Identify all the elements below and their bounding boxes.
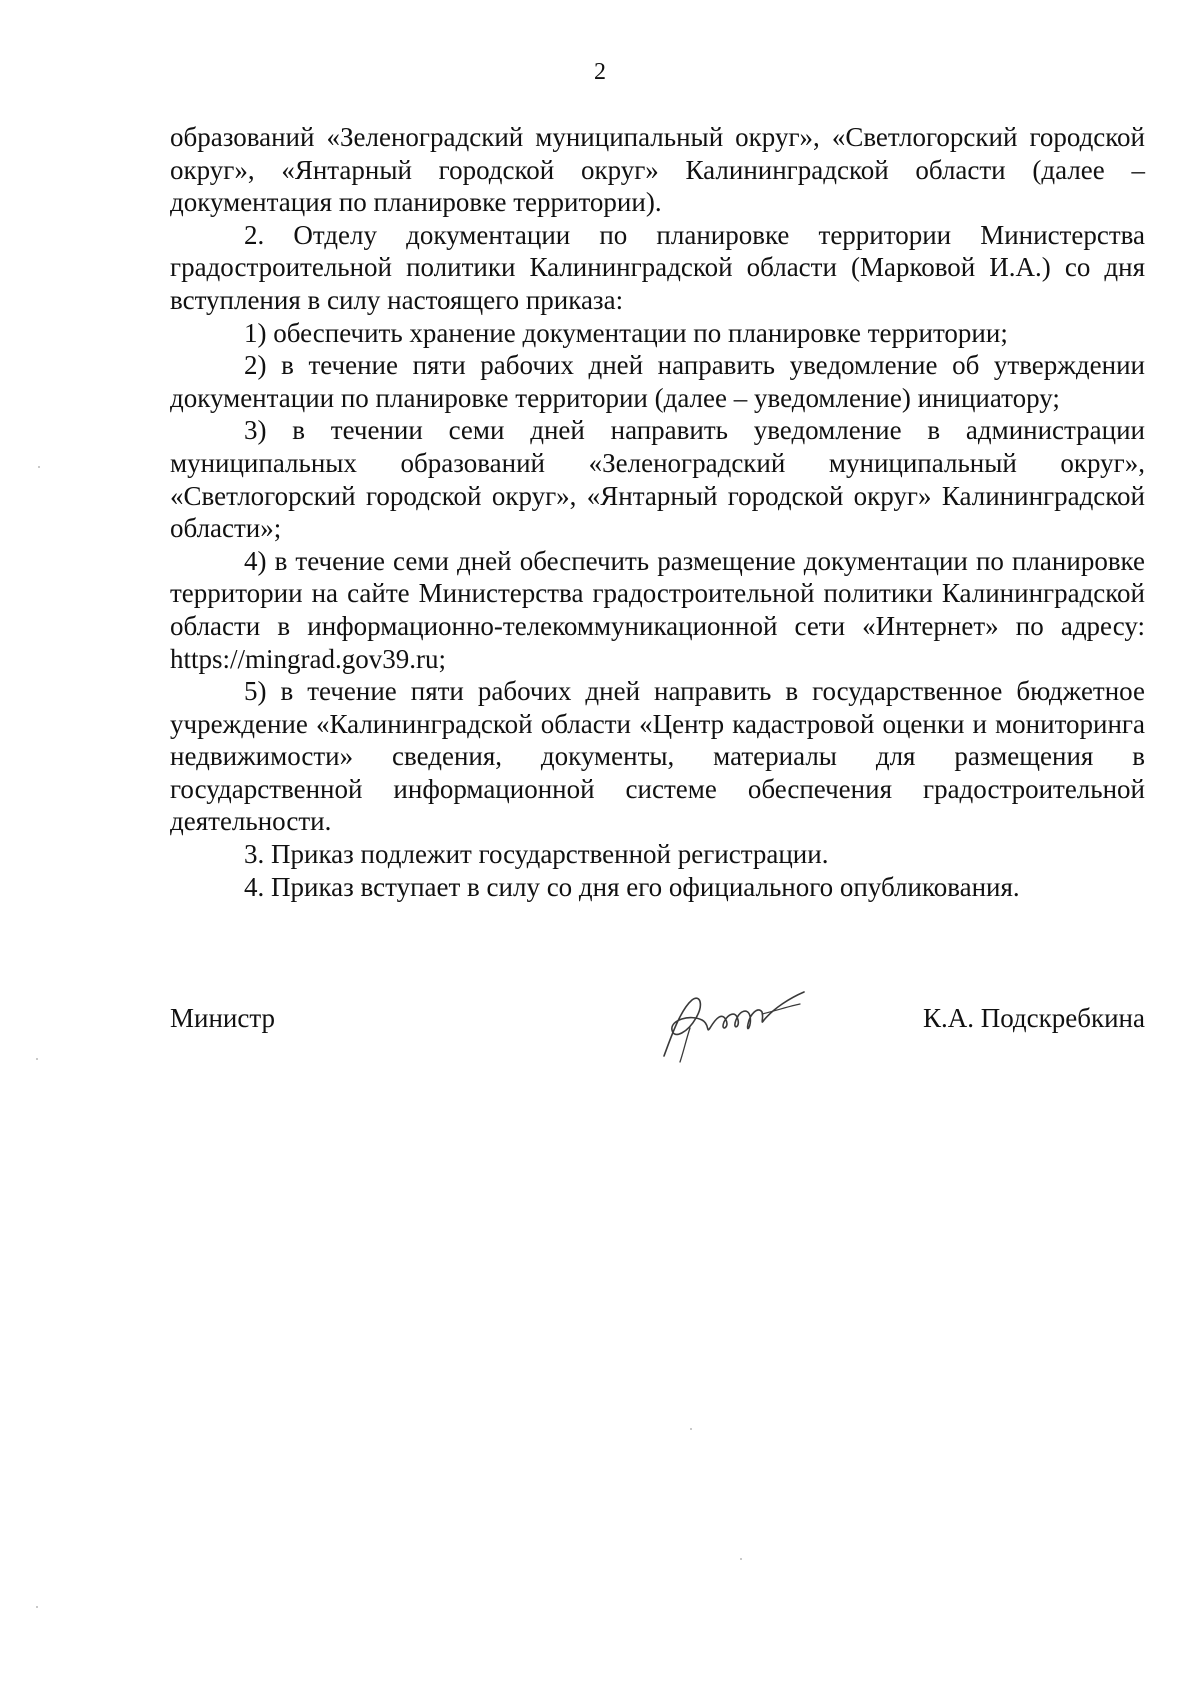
signer-name: К.А. Подскребкина <box>922 1003 1145 1033</box>
paragraph-item-4: 4. Приказ вступает в силу со дня его официального опубликования. <box>244 871 1020 902</box>
paragraph-subitem-3: 3) в течении семи дней направить уведомление в администрации муниципальных образований «Зеленоградский муниципальный округ», «Светлогорский городской округ», «Янтарный городской округ» Калининградской области»; <box>170 415 1145 544</box>
scan-speck <box>36 1058 38 1060</box>
paragraph-subitem-5: 5) в течение пяти рабочих дней направить в государственное бюджетное учреждение «Калининградской области «Центр кадастровой оценки и мониторинга недвижимости» сведения, документы, материалы для размещения в государственной информационной системе обеспечения градостроительной деятельности. <box>170 676 1145 837</box>
paragraph-continuation: образований «Зеленоградский муниципальный округ», «Светлогорский городской округ», «Янтарный городской округ» Калининградской области (далее – документация по планировке территории). <box>170 122 1145 218</box>
page-number: 2 <box>594 59 606 85</box>
paragraph-subitem-4: 4) в течение семи дней обеспечить размещение документации по планировке территории на сайте Министерства градостроительной политики Калининградской области в информационно-телекоммуникационной сети «Интернет» по адресу: https://mingrad.gov39.ru; <box>170 545 1145 674</box>
document-body <box>170 121 1145 903</box>
signer-position: Министр <box>170 1003 275 1033</box>
paragraph-item-2: 2. Отделу документации по планировке территории Министерства градостроительной политики Калининградской области (Марковой И.А.) со дня вступления в силу настоящего приказа: <box>170 219 1145 315</box>
paragraph-subitem-2: 2) в течение пяти рабочих дней направить уведомление об утверждении документации по планировке территории (далее – уведомление) инициатору; <box>170 350 1145 413</box>
paragraph-subitem-1: 1) обеспечить хранение документации по планировке территории; <box>244 317 1008 348</box>
paragraph-item-3: 3. Приказ подлежит государственной регистрации. <box>244 839 829 870</box>
scan-speck <box>36 1606 38 1608</box>
scan-speck <box>740 1558 742 1560</box>
scan-speck <box>38 466 40 468</box>
handwritten-signature <box>650 970 810 1070</box>
scan-speck <box>690 1428 692 1430</box>
signature-block <box>170 990 1145 1080</box>
